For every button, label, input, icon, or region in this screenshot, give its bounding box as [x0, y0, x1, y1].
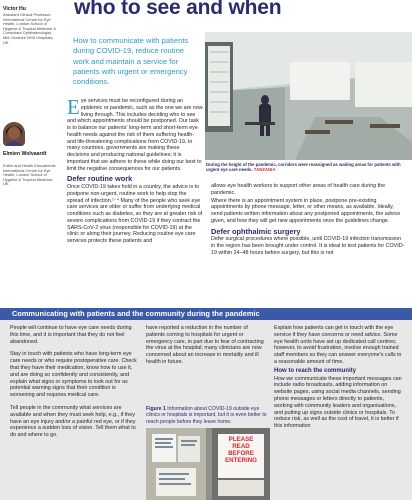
figure-text: Information about COVID-19 outside eye clinics or hospitals is important, but it is even better to reach people before they leave home.: [146, 406, 267, 425]
author-role: Assistant Clinical Professor: International Centre for Eye Health, London School of Hygiene & Tropical Medicine & Consultant Ophthalmologist, Mid Cheshire NHS Hospitals, UK.: [3, 12, 56, 45]
article-column-1: [67, 95, 203, 246]
paragraph: have reported a reduction in the number of patients coming to hospitals for urgent or emergency care, in part due to fear of contracting the virus at the hospital; many clinicians are now concerned about an increase in mortality and ill health in future.: [146, 325, 264, 365]
paragraph: Explain how patients can get in touch with the eye service if they have concerns or need advice. Some eye health units have set up dedicated call centres; however, to avoid frustration, involve enough trained staff members so they can answer everyone's calls in a reasonable amount of time.: [274, 325, 402, 365]
figure-image: [146, 428, 270, 500]
paragraph: How we communicate these important messages can include radio broadcasts, adding information on website pages, using social media channels, sending phone messages or letters directly to patients, working with community leaders and organisations, and putting up signs outside clinics or hospitals. To reduce risk, as well as the cost of travel, it is better if this information: [274, 375, 402, 430]
box-header: [0, 308, 412, 320]
box-column-2: [146, 325, 268, 372]
paragraph: Tell people in the community what services are available and when they must seek help, e.g., if they have an eye injury and/or a painful red eye, or if they experience a sudden loss of vision. Tell them what to do and where to go.: [10, 404, 136, 439]
article-column-2: [211, 183, 406, 258]
paragraph: Where there is an appointment system in place, postpone pre-existing appointments by phone message, letter, or other means, as available. Ideally, send patients written information about any postponed appointments, the advice given, and how they will get new appointments once the guidelines change.: [211, 197, 401, 224]
sign-text: PLEASE READ BEFORE ENTERING: [225, 436, 257, 464]
section-heading: Defer ophthalmic surgery: [211, 226, 301, 236]
drop-cap: E: [67, 95, 80, 119]
paragraph-text: ye services must be reconfigured during an epidemic or pandemic, such as the one we are now living through. This includes deciding who to see and which appointments should be postponed. Our task is to balance our patients' long-term and short-term eye health needs against the risk of them suffering health- and life-threatening complications from COVID-19. In many countries, governments are making these decisions and producing national guidelines; it is important that we adhere to these while doing our best to limit the negative consequences for our patients.: [67, 98, 203, 172]
paragraph: Once COVID-19 takes hold in a country, the advice is to postpone non-urgent, routine work to help stop the spread of infection.¹⁻⁴ Many of the people who seek eye care services are older or suffer from underlying medical conditions such as diabetes, so they are at greater risk of severe complications from COVID-19 if they contract the SARS-CoV-2 virus (responsible for COVID-19) at the clinic or along their journey. Reducing routine eye care services protects these patients and: [67, 184, 203, 244]
intro-text: How to communicate with patients during COVID-19, reduce routine work and maintain a service for patients with urgent or emergency conditions.: [73, 36, 189, 87]
box-column-3: [274, 325, 402, 436]
paragraph: [67, 95, 203, 172]
photo-caption: [206, 162, 409, 173]
paragraph: People will continue to have eye care needs during this time, and it is important that they do not feel abandoned.: [10, 325, 132, 345]
figure-label: Figure 1: [146, 406, 166, 412]
author-role: Editor and Health Educationist: International Centre for Eye Health, London School of Hygiene & Tropical Medicine, UK.: [3, 163, 57, 187]
box-subheading: How to reach the community: [274, 367, 357, 374]
avatar: [3, 122, 25, 146]
author-sidebar: [0, 0, 62, 295]
caption-location-tag: TANZANIA: [253, 167, 276, 173]
page-title: who to see and when: [74, 0, 282, 19]
section-heading: Defer routine work: [67, 174, 133, 184]
figure-caption: [146, 406, 270, 425]
author-name: Victor Hu: [3, 6, 26, 12]
author-name: Elmien Wolvaardt: [3, 151, 47, 157]
paragraph: Stay in touch with patients who have long-term eye care needs or who require postoperative care. Check that they have their medication, know how to use it, and are doing so confidently and consistently, and explain what signs or symptoms to look out for as potential warning signs that their condition is worsening and requires medical care.: [10, 351, 137, 399]
corridor-photo: [205, 32, 412, 160]
paragraph: allows eye health workers to support other areas of health care during the pandemic.: [211, 183, 386, 196]
paragraph: Defer surgical procedures where possible, until COVID-19 infection transmission in the region has been brought under control. It is ideal to test patients for COVID-19 within 24–48 hours before surgery, but this is not: [211, 236, 405, 256]
box-title: Communicating with patients and the community during the pandemic: [12, 309, 260, 318]
caption-text: During the height of the pandemic, corridors were reassigned as waiting areas for patients with urgent eye care needs.: [206, 162, 401, 173]
box-column-1: [10, 325, 138, 445]
